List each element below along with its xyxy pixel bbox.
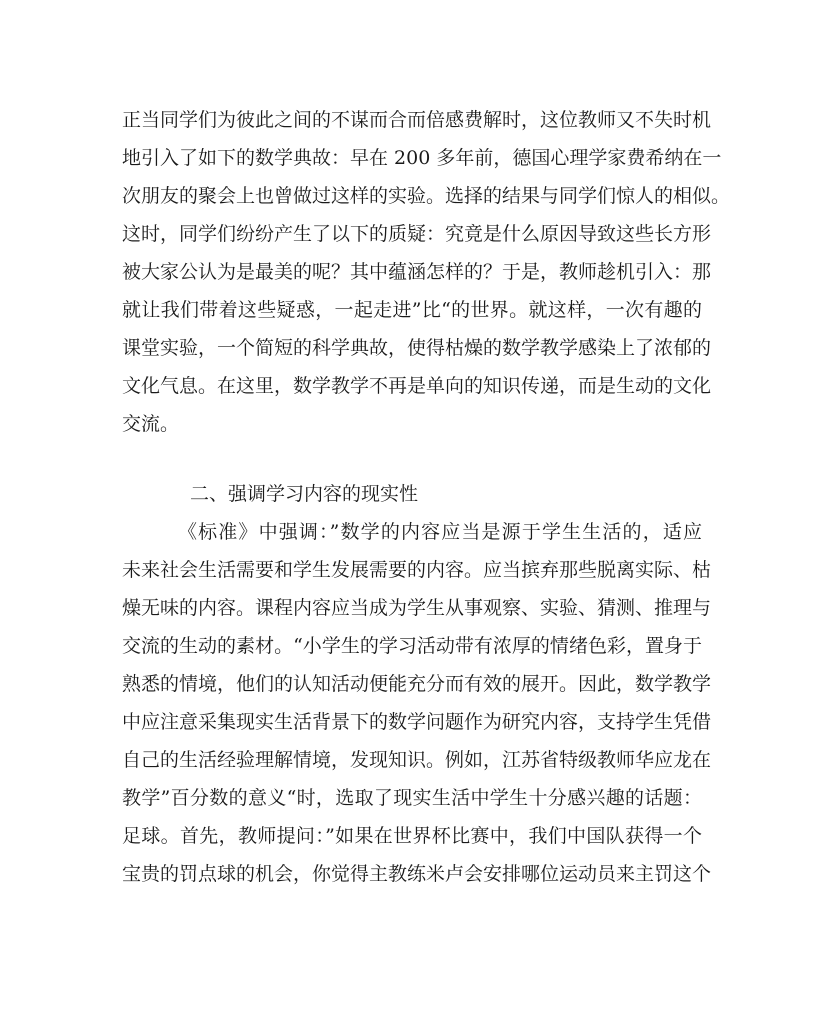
paragraph-2-line-9: 足球。首先，教师提问：”如果在世界杯比赛中，我们中国队获得一个 (122, 825, 702, 847)
paragraph-1-line-4: 这时，同学们纷纷产生了以下的质疑：究竟是什么原因导致这些长方形 (122, 223, 712, 245)
paragraph-1-line-3: 次朋友的聚会上也曾做过这样的实验。选择的结果与同学们惊人的相似。 (122, 185, 731, 207)
paragraph-2-line-2: 未来社会生活需要和学生发展需要的内容。应当摈弃那些脱离实际、枯 (122, 559, 712, 581)
paragraph-1-line-5: 被大家公认为是最美的呢？其中蕴涵怎样的？于是，教师趁机引入：那 (122, 261, 712, 283)
paragraph-2-line-4: 交流的生动的素材。“小学生的学习活动带有浓厚的情绪色彩，置身于 (122, 635, 702, 657)
paragraph-2-line-6: 中应注意采集现实生活背景下的数学问题作为研究内容，支持学生凭借 (122, 711, 712, 733)
paragraph-2-line-1: 《标准》中强调：”数学的内容应当是源于学生生活的，适应 (178, 521, 702, 543)
paragraph-2-line-3: 燥无味的内容。课程内容应当成为学生从事观察、实验、猜测、推理与 (122, 597, 712, 619)
paragraph-1-line-9: 交流。 (122, 413, 180, 435)
paragraph-2-line-8: 教学”百分数的意义“时，选取了现实生活中学生十分感兴趣的话题： (122, 787, 702, 809)
paragraph-2-line-5: 熟悉的情境，他们的认知活动便能充分而有效的展开。因此，数学教学 (122, 673, 712, 695)
paragraph-1-line-8: 文化气息。在这里，数学教学不再是单向的知识传递，而是生动的文化 (122, 375, 712, 397)
paragraph-2-line-7: 自己的生活经验理解情境，发现知识。例如，江苏省特级教师华应龙在 (122, 749, 712, 771)
section-heading: 二、强调学习内容的现实性 (190, 483, 419, 505)
paragraph-2-line-10: 宝贵的罚点球的机会，你觉得主教练米卢会安排哪位运动员来主罚这个 (122, 863, 712, 885)
paragraph-1-line-7: 课堂实验，一个简短的科学典故，使得枯燥的数学教学感染上了浓郁的 (122, 337, 712, 359)
paragraph-1-line-1: 正当同学们为彼此之间的不谋而合而倍感费解时，这位教师又不失时机 (122, 109, 712, 131)
paragraph-1-line-6: 就让我们带着这些疑惑，一起走进”比“的世界。就这样，一次有趣的 (122, 299, 702, 321)
paragraph-1-line-2: 地引入了如下的数学典故：早在 200 多年前，德国心理学家费希纳在一 (122, 147, 722, 169)
